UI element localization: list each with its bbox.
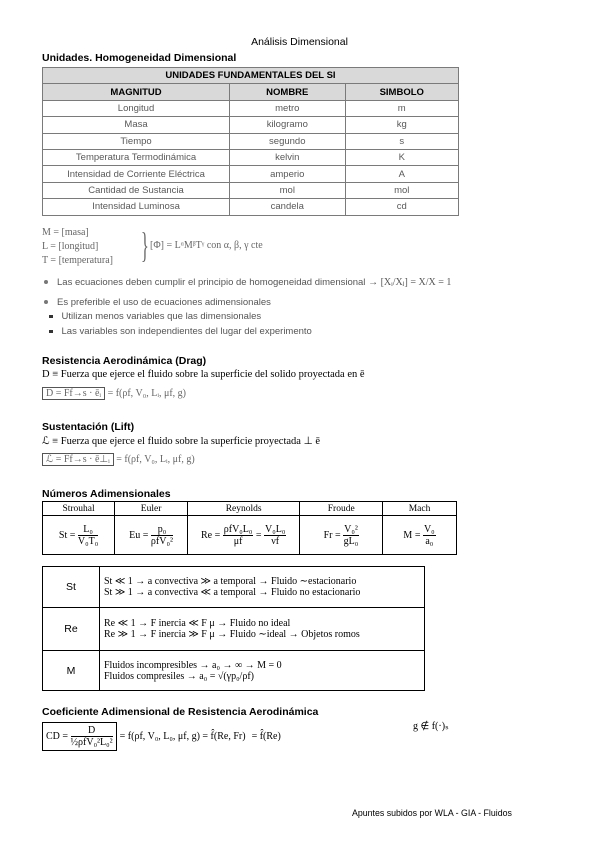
coefficient-function: = f(ρf, V₀, L₀, μf, g) = f̂(Re, Fr): [119, 731, 246, 742]
table-row: [43, 651, 425, 691]
table-row: [43, 182, 459, 198]
column-header: SIMBOLO: [345, 84, 459, 100]
cell-simbolo: K: [345, 149, 459, 165]
lift-boxed-term: ℒ = F̄f→s · ē⊥ᵢ: [42, 453, 114, 466]
bullet-icon: [44, 300, 48, 304]
square-bullet-icon: [49, 330, 53, 334]
cell-magnitud: Cantidad de Sustancia: [43, 182, 230, 198]
bullet-text: Utilizan menos variables que las dimensionales: [61, 311, 262, 322]
mach-formula: M = $\frac{\text{V₀}}{\text{a₀}}$: [383, 516, 457, 555]
column-header: Euler: [115, 502, 188, 516]
table-row: [43, 567, 425, 608]
square-bullet-icon: [49, 315, 53, 319]
flow-regimes-table: [42, 566, 425, 691]
lift-equation: [42, 454, 195, 465]
cell-nombre: kilogramo: [230, 117, 345, 133]
drag-coefficient-equation: [42, 722, 281, 751]
regime-lines: Fluidos incompresibles → a₀ → ∞ → M = 0 Fluidos compresiles → a₀ = √(γp₀/ρf): [100, 651, 425, 691]
row-label: St: [43, 567, 100, 608]
coefficient-reduced: = f̂(Re): [251, 731, 281, 742]
strouhal-formula: St = $\frac{\text{L₀}}{\text{V₀T₀}}$: [43, 516, 115, 555]
section-dimensionless-heading: Números Adimensionales: [42, 488, 171, 500]
table-row: [43, 199, 459, 215]
list-item: [44, 297, 271, 308]
regime-lines: Re ≪ 1 → F inercia ≪ F μ → Fluido no ideal Re ≫ 1 → F inercia ≫ F μ → Fluido ∼ideal → Objetos romos: [100, 608, 425, 651]
section-drag-heading: Resistencia Aerodinámica (Drag): [42, 355, 207, 367]
si-units-table: [42, 67, 459, 216]
footer-credit: Apuntes subidos por WLA - GIA - Fluidos: [352, 808, 512, 818]
euler-formula: Eu = $\frac{\text{p₀}}{\text{ρfV₀²}}$: [115, 516, 188, 555]
list-item: Las ecuaciones deben cumplir el principio de homogeneidad dimensional → [Xᵢ/Xⱼ] = X/X = 1: [44, 277, 451, 288]
cell-nombre: mol: [230, 182, 345, 198]
section-lift-heading: Sustentación (Lift): [42, 421, 135, 433]
table-row: [43, 133, 459, 149]
section-drag-coefficient-heading: Coeficiente Adimensional de Resistencia Aerodinámica: [42, 706, 319, 718]
froude-formula: Fr = $\frac{\text{V₀²}}{\text{gL₀}}$: [300, 516, 383, 555]
drag-equation: [42, 388, 186, 399]
cell-simbolo: s: [345, 133, 459, 149]
table-title: UNIDADES FUNDAMENTALES DEL SI: [43, 68, 459, 84]
table-row: [43, 149, 459, 165]
cell-nombre: metro: [230, 100, 345, 116]
cell-simbolo: mol: [345, 182, 459, 198]
dimension-list: [42, 226, 113, 268]
drag-boxed-term: D = F̄f→s · ēᵢ: [42, 387, 105, 400]
dimensionless-numbers-table: [42, 501, 457, 555]
cell-magnitud: Temperatura Termodinámica: [43, 149, 230, 165]
column-header: NOMBRE: [230, 84, 345, 100]
list-item: [49, 326, 312, 337]
cell-nombre: amperio: [230, 166, 345, 182]
bullet-icon: [44, 280, 48, 284]
row-label: M: [43, 651, 100, 691]
dimension-formula: [Φ] = LᵅMᵝTᵞ con α, β, γ cte: [150, 240, 263, 251]
cell-magnitud: Intensidad Luminosa: [43, 199, 230, 215]
bullet-text: Las ecuaciones deben cumplir el principio de homogeneidad dimensional: [57, 277, 366, 288]
bullet-text: Es preferible el uso de ecuaciones adimensionales: [57, 297, 271, 308]
column-header: MAGNITUD: [43, 84, 230, 100]
list-item: [49, 311, 261, 322]
lift-function: = f(ρf, V₀, Lᵢ, μf, g): [116, 454, 195, 465]
column-header: Froude: [300, 502, 383, 516]
lift-definition: ℒ ≡ Fuerza que ejerce el fluido sobre la superficie proyectada ⊥ ē: [42, 436, 321, 447]
cell-nombre: segundo: [230, 133, 345, 149]
document-title: Análisis Dimensional: [251, 36, 348, 48]
drag-definition: D ≡ Fuerza que ejerce el fluido sobre la superficie del solido proyectada en ē: [42, 369, 365, 380]
reynolds-formula: Re = $\frac{\text{ρfV₀L₀}}{\mu f}$ = $\frac{\text{V₀L₀}}{\nu f}$: [188, 516, 300, 555]
cell-simbolo: A: [345, 166, 459, 182]
coefficient-box: CD = $\frac{D}{\text{½ρfV₀²L₀²}}$: [42, 722, 117, 751]
cell-magnitud: Tiempo: [43, 133, 230, 149]
dim-mass: M = [masa]: [42, 227, 89, 238]
table-row: [43, 516, 457, 555]
column-header: Reynolds: [188, 502, 300, 516]
cell-magnitud: Longitud: [43, 100, 230, 116]
table-row: [43, 100, 459, 116]
cell-simbolo: cd: [345, 199, 459, 215]
row-label: Re: [43, 608, 100, 651]
regime-lines: St ≪ 1 → a convectiva ≫ a temporal → Fluido ∼estacionario St ≫ 1 → a convectiva ≪ a temporal → Fluido no estacionario: [100, 567, 425, 608]
cell-nombre: candela: [230, 199, 345, 215]
section-units-heading: Unidades. Homogeneidad Dimensional: [42, 52, 237, 64]
cell-magnitud: Intensidad de Corriente Eléctrica: [43, 166, 230, 182]
cell-magnitud: Masa: [43, 117, 230, 133]
coefficient-condition: g ∉ f(·)ₛ: [413, 721, 449, 732]
dim-temperature: T = [temperatura]: [42, 255, 113, 266]
table-row: [43, 117, 459, 133]
column-header: Strouhal: [43, 502, 115, 516]
brace-symbol: }: [141, 225, 149, 265]
homogeneity-formula: [Xᵢ/Xⱼ] = X/X = 1: [380, 277, 452, 288]
table-row: [43, 608, 425, 651]
column-header: Mach: [383, 502, 457, 516]
cell-nombre: kelvin: [230, 149, 345, 165]
table-row: [43, 166, 459, 182]
cell-simbolo: m: [345, 100, 459, 116]
cell-simbolo: kg: [345, 117, 459, 133]
dim-length: L = [longitud]: [42, 241, 99, 252]
drag-function: = f(ρf, V₀, Lᵢ, μf, g): [107, 388, 186, 399]
bullet-text: Las variables son independientes del lugar del experimento: [61, 326, 312, 337]
